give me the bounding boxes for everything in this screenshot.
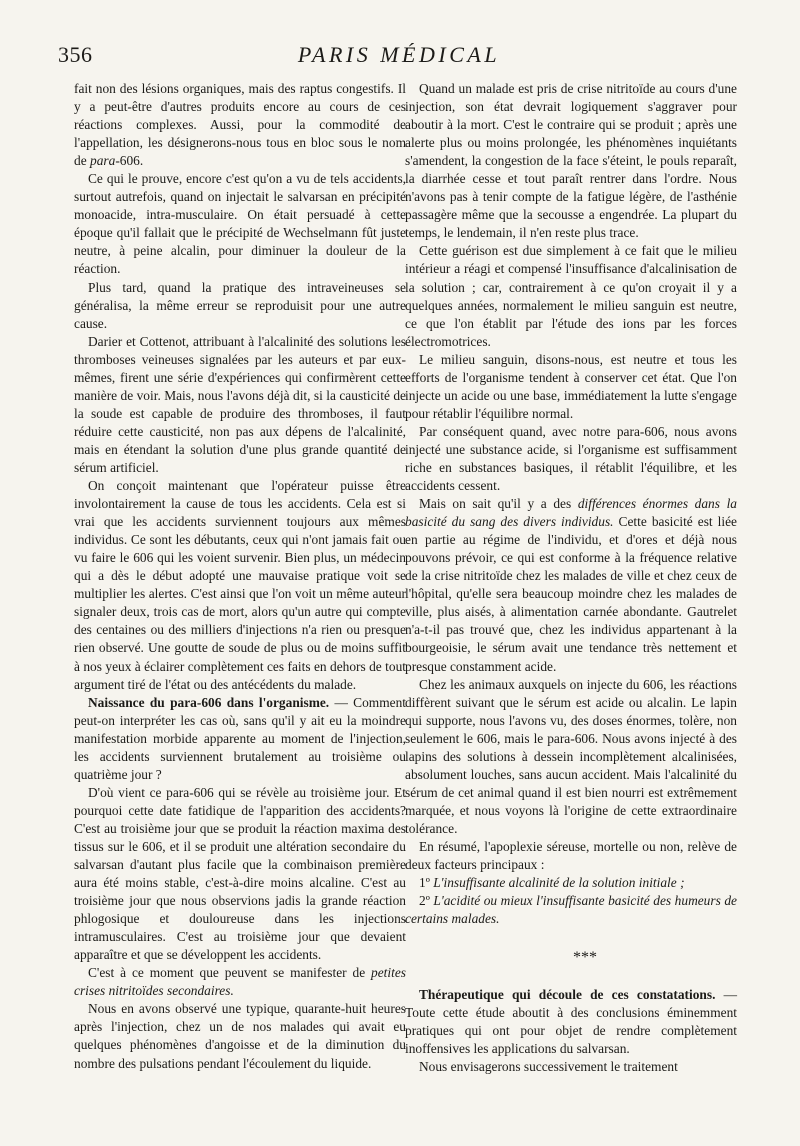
list-item: 1º L'insuffisante alcalinité de la solution initiale ; bbox=[419, 875, 685, 891]
paragraph: Chez les animaux auxquels on injecte du 606, les réactions diffèrent suivant que le sérum est acide ou alcalin. Le lapin qui supporte, nous l'avons vu, des doses énormes, tolère, non seulement le 606, mais le para-606. Nous avons injecté à des lapins des solutions à dessein incomplètement alcalinisées, absolument louches, sans aucun accident. Mais l'alcalinité du sérum de cet animal quand il est bien nourri est extrêmement marquée, et nous voyons là l'origine de cette extraordinaire tolérance. bbox=[405, 676, 737, 836]
section-heading: Naissance du para-606 dans l'organisme. bbox=[88, 694, 330, 710]
section-heading: Thérapeutique qui découle de ces constatations. bbox=[419, 987, 716, 1003]
section-paragraph: Thérapeutique qui découle de ces constatations. — Toute cette étude aboutit à des conclusions éminemment pratiques qui ont pour objet de rendre complètement inoffensives les applications du salvarsan. bbox=[405, 987, 737, 1057]
paragraph: Ce qui le prouve, encore c'est qu'on a vu de tels accidents, surtout autrefois, quand on injectait le salvarsan en précipité monoacide, intra-musculaire. On était persuadé à cette époque qu'il fallait que le précipité de Wechselmann fût juste neutre, à peine alcalin, pour diminuer la douleur de la réaction. bbox=[74, 171, 406, 277]
right-column bbox=[405, 80, 737, 1076]
paragraph: Le milieu sanguin, disons-nous, est neutre et tous les efforts de l'organisme tendent à conserver cet état. Que l'on injecte un acide ou une base, immédiatement la lutte s'engage pour rétablir l'équilibre normal. bbox=[405, 351, 737, 421]
asterism-separator: *** bbox=[573, 949, 597, 967]
paragraph: Quand un malade est pris de crise nitritoïde au cours d'une injection, son état devrait logiquement s'aggraver pour aboutir à la mort. C'est le contraire qui se produit ; après une alerte plus ou moins prolongée, les phénomènes inquiétants s'amendent, la congestion de la face s'éteint, le pouls reparaît, la diarrhée cesse et tout paraît rentrer dans l'ordre. Nous n'avons pas à tenir compte de la fatigue légère, de l'asthénie passagère même que la secousse a engendrée. La plupart du temps, le lendemain, il n'en reste plus trace. bbox=[405, 81, 737, 241]
paragraph: Plus tard, quand la pratique des intraveineuses se généralisa, la même erreur se reproduisit pour une autre cause. bbox=[74, 279, 406, 331]
paragraph: Par conséquent quand, avec notre para-606, nous avons injecté une substance acide, si l'organisme est suffisamment riche en substances basiques, il rétablit l'équilibre, et les accidents cessent. bbox=[405, 423, 737, 494]
paragraph: C'est à ce moment que peuvent se manifester de petites crises nitritoïdes secondaires. bbox=[74, 965, 406, 999]
page-number: 356 bbox=[58, 42, 93, 67]
paragraph: Nous envisagerons successivement le traitement bbox=[419, 1059, 678, 1075]
section-paragraph: Naissance du para-606 dans l'organisme. — Comment peut-on interpréter les cas où, sans qu'il y ait eu la moindre manifestation morbide apparente au moment de l'injection, les accidents surviennent brutalement au troisième ou quatrième jour ? bbox=[74, 694, 406, 782]
paragraph: D'où vient ce para-606 qui se révèle au troisième jour. Et pourquoi cette date fatidique de l'apparition des accidents? C'est au troisième jour que se produit la réaction maxima des tissus sur le 606, et il se produit une altération secondaire du salvarsan d'autant plus facile que la combinaison première aura été moins stable, c'est-à-dire moins alcaline. C'est au troisième jour que nous observions jadis la grande réaction phlogosique et douloureuse dans les injections intramusculaires. C'est au troisième jour que devaient apparaître et que se développent les accidents. bbox=[74, 784, 406, 963]
paragraph: Mais on sait qu'il y a des différences énormes dans la basicité du sang des divers individus. Cette basicité est liée en partie au régime de l'individu, et d'ores et déjà nous pouvons prévoir, ce qui est conforme à la fréquence relative de la crise nitritoïde chez les malades de ville et chez ceux de l'hôpital, qu'elle sera beaucoup moindre chez les malades de ville, plus aisés, à alimentation carnée abondante. Gautrelet n'a-t-il pas trouvé que, chez les individus appartenant à la bourgeoisie, le sérum avait une tendance très nettement et presque constamment acide. bbox=[405, 496, 737, 674]
left-column bbox=[74, 80, 406, 1073]
page-header bbox=[58, 38, 740, 74]
paragraph: Nous en avons observé une typique, quarante-huit heures après l'injection, chez un de nos malades qui avait eu quelques phénomènes d'angoisse et de la diminution du nombre des pulsations pendant l'écoulement du liquide. bbox=[74, 1001, 406, 1071]
paragraph: Darier et Cottenot, attribuant à l'alcalinité des solutions les thromboses veineuses signalées par les auteurs et par eux-mêmes, firent une série d'expériences qui confirmèrent cette manière de voir. Mais, nous l'avons déjà dit, si la causticité de la soude est capable de produire des thromboses, il faut réduire cette causticité, non pas aux dépens de l'alcalinité, mais en étendant la solution d'une plus grande quantité de sérum artificiel. bbox=[74, 333, 406, 475]
list-item: 2º L'acidité ou mieux l'insuffisante basicité des humeurs de certains malades. bbox=[405, 893, 737, 927]
paragraph: Cette guérison est due simplement à ce fait que le milieu intérieur a réagi et compensé l'insuffisance d'alcalinisation de la solution ; car, contrairement à ce qu'on croyait il y a quelques années, normalement le milieu sanguin est neutre, ce que l'on établit par l'étude des ions par les forces électromotrices. bbox=[405, 243, 737, 349]
journal-title: PARIS MÉDICAL bbox=[297, 42, 501, 67]
paragraph: fait non des lésions organiques, mais des raptus congestifs. Il y a peut-être d'autres produits encore au cours de ces réactions complexes. Aussi, pour la commodité de l'appellation, les désignerons-nous tous en bloc sous le nom de para-606. bbox=[74, 81, 406, 169]
paragraph: On conçoit maintenant que l'opérateur puisse être involontairement la cause de tous les accidents. Cela est si vrai que les accidents surviennent toujours aux mêmes individus. Ce sont les débutants, ceux qui n'ont jamais fait ou vu faire le 606 qui les voient survenir. Bien plus, un médecin qui a dès le début adopté une mauvaise pratique voit se multiplier les alertes. C'est ainsi que l'on voit un même auteur signaler deux, trois cas de mort, alors qu'un autre qui compte des centaines ou des milliers d'injections n'a rien ou presque rien observé. Une goutte de soude de plus ou de moins suffit à nos yeux à éclairer complètement ces faits en dehors de tout argument tiré de l'état ou des antécédents du malade. bbox=[74, 478, 406, 692]
paragraph: En résumé, l'apoplexie séreuse, mortelle ou non, relève de deux facteurs principaux : bbox=[405, 838, 737, 873]
